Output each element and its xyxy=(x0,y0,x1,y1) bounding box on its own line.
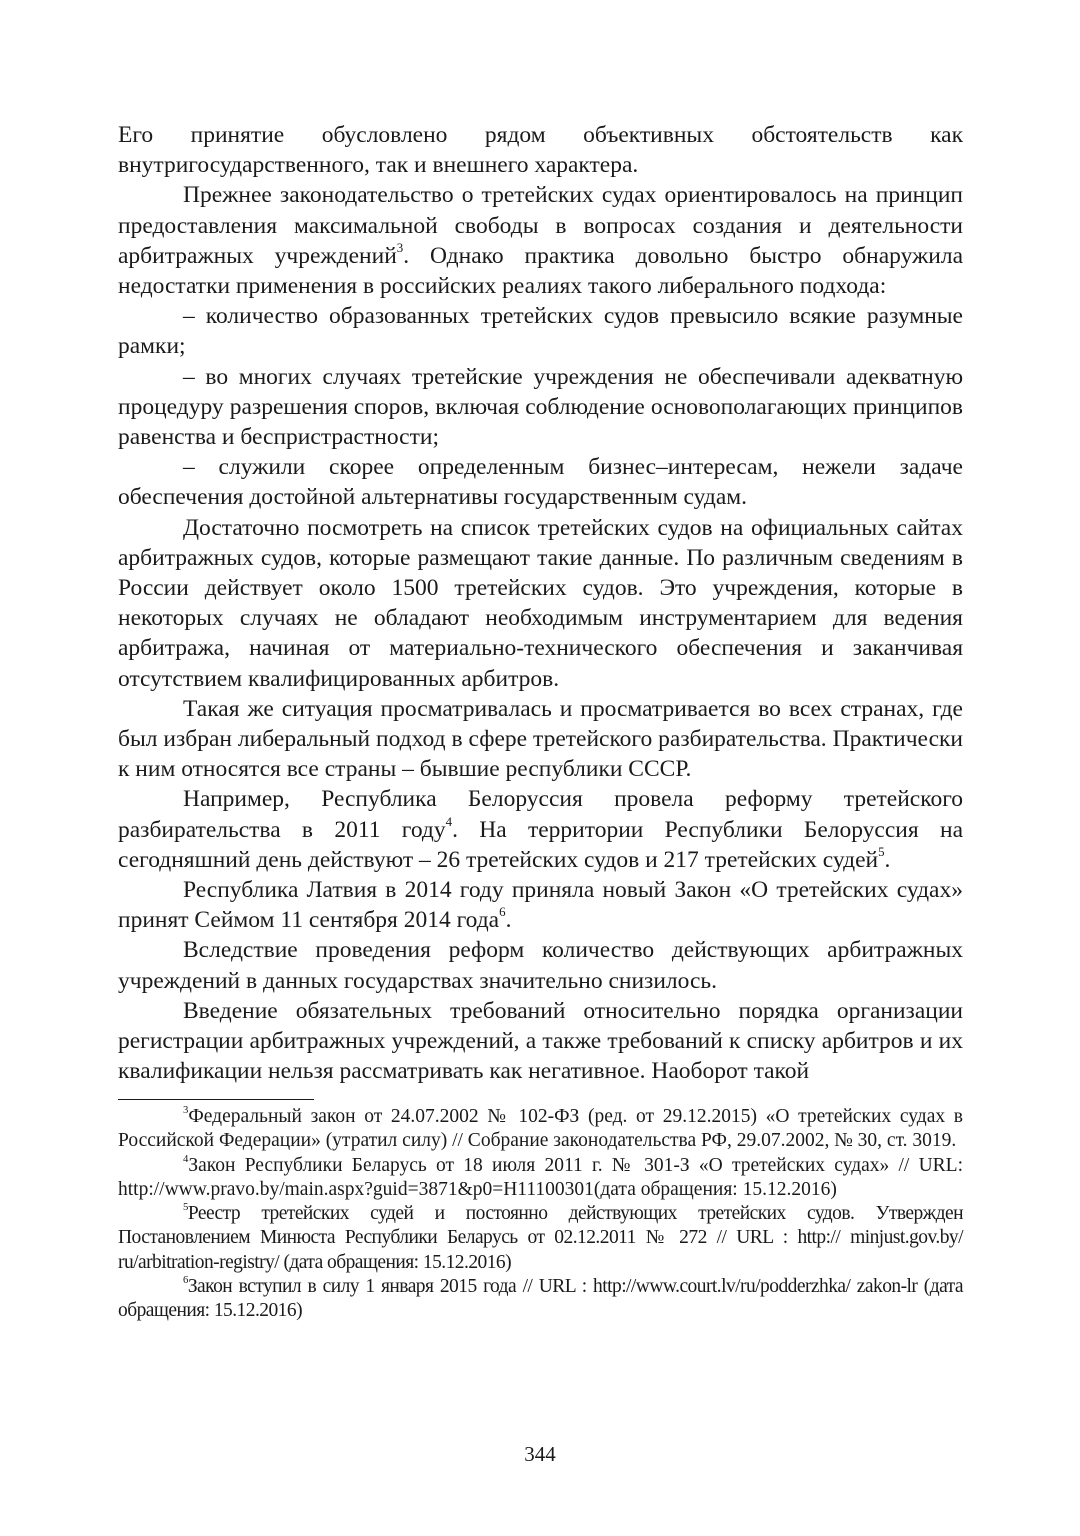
footnote-marker: 3 xyxy=(183,1103,189,1116)
footnote-text: Закон вступил в силу 1 января 2015 года // URL : http://www.court.lv/ru/podderzhka/ zakon-lr (дата обращения: 15.12.2016) xyxy=(118,1276,963,1322)
paragraph: Достаточно посмотреть на список третейских судов на официальных сайтах арбитражных судов, которые размещают такие данные. По различным сведениям в России действует около 1500 третейских судов. Это учреждения, которые в некоторых случаях не обладают необходимым инструментарием для ведения арбитража, начиная от материально-технического обеспечения и заканчивая отсутствием квалифицированных арбитров. xyxy=(118,514,963,692)
paragraph-text: Например, Республика Белоруссия провела реформу третейского разбирательства в 2011 году xyxy=(118,786,963,843)
paragraph xyxy=(118,875,963,935)
list-item: – служили скорее определенным бизнес–интересам, нежели задаче обеспечения достойной альтернативы государственным судам. xyxy=(118,454,963,511)
footnote-ref-3: 3 xyxy=(396,239,404,255)
paragraph: Такая же ситуация просматривалась и просматривается во всех странах, где был избран либеральный подход в сфере третейского разбирательства. Практически к ним относятся все страны – бывшие республики СССР. xyxy=(118,695,963,783)
footnote-marker: 4 xyxy=(183,1152,189,1165)
paragraph: Его принятие обусловлено рядом объективных обстоятельств как внутригосударственного, так и внешнего характера. xyxy=(118,122,963,179)
paragraph-text: . xyxy=(505,907,512,934)
footnote-marker: 6 xyxy=(183,1273,188,1286)
paragraph xyxy=(118,180,963,301)
footnote-marker: 5 xyxy=(183,1201,188,1214)
paragraph-text: Прежнее законодательство о третейских судах ориентировалось на принцип предоставления максимальной свободы в вопросах создания и деятельности арбитражных учреждений xyxy=(118,182,963,269)
paragraph-text: Республика Латвия в 2014 году приняла новый Закон «О третейских судах» принят Сеймом 11 сентября 2014 года xyxy=(118,877,963,934)
footnote-divider xyxy=(118,1099,314,1100)
paragraph: Вследствие проведения реформ количество действующих арбитражных учреждений в данных государствах значительно снизилось. xyxy=(118,937,963,994)
footnotes xyxy=(118,1105,963,1324)
paragraph-text: . На территории Республики Белоруссия на сегодняшний день действуют – 26 третейских судов и 217 третейских судей xyxy=(118,816,963,873)
footnote-text: Реестр третейских судей и постоянно действующих третейских судов. Утвержден Постановлением Минюста Республики Беларусь от 02.12.2011 № 272 // URL : http:// minjust.gov.by/ ru/arbitration-registry/ (дата обращения: 15.12.2016) xyxy=(118,1203,963,1273)
footnote-text: Федеральный закон от 24.07.2002 № 102-ФЗ (ред. от 29.12.2015) «О третейских судах в Российской Федерации» (утратил силу) // Собрание законодательства РФ, 29.07.2002, № 30, ст. 3019. xyxy=(118,1106,963,1152)
list-item: – во многих случаях третейские учреждения не обеспечивали адекватную процедуру разрешения споров, включая соблюдение основополагающих принципов равенства и беспристрастности; xyxy=(118,363,963,451)
paragraph-text: . xyxy=(884,846,891,873)
footnote-text: Закон Республики Беларусь от 18 июля 2011 г. № 301-З «О третейских судах» // URL: http://www.pravo.by/main.aspx?guid=3871&p0=H11100301(дата обращения: 15.12.2016) xyxy=(118,1154,963,1200)
page-number: 344 xyxy=(524,1442,556,1466)
paragraph: Введение обязательных требований относительно порядка организации регистрации арбитражных учреждений, а также требований к списку арбитров и их квалификации нельзя рассматривать как негативное. Наоборот такой xyxy=(118,997,963,1085)
footnote xyxy=(118,1275,963,1324)
paragraph-text: . Однако практика довольно быстро обнаружила недостатки применения в российских реалиях такого либерального подхода: xyxy=(118,242,964,300)
list-item: – количество образованных третейских судов превысило всякие разумные рамки; xyxy=(118,303,963,360)
footnote-ref-4: 4 xyxy=(445,813,453,829)
footnote-ref-6: 6 xyxy=(499,904,506,920)
footnote xyxy=(118,1202,963,1275)
footnote xyxy=(118,1105,963,1154)
footnote xyxy=(118,1154,963,1203)
footnote-ref-5: 5 xyxy=(878,843,885,859)
paragraph xyxy=(118,784,963,875)
main-text xyxy=(118,120,963,1087)
